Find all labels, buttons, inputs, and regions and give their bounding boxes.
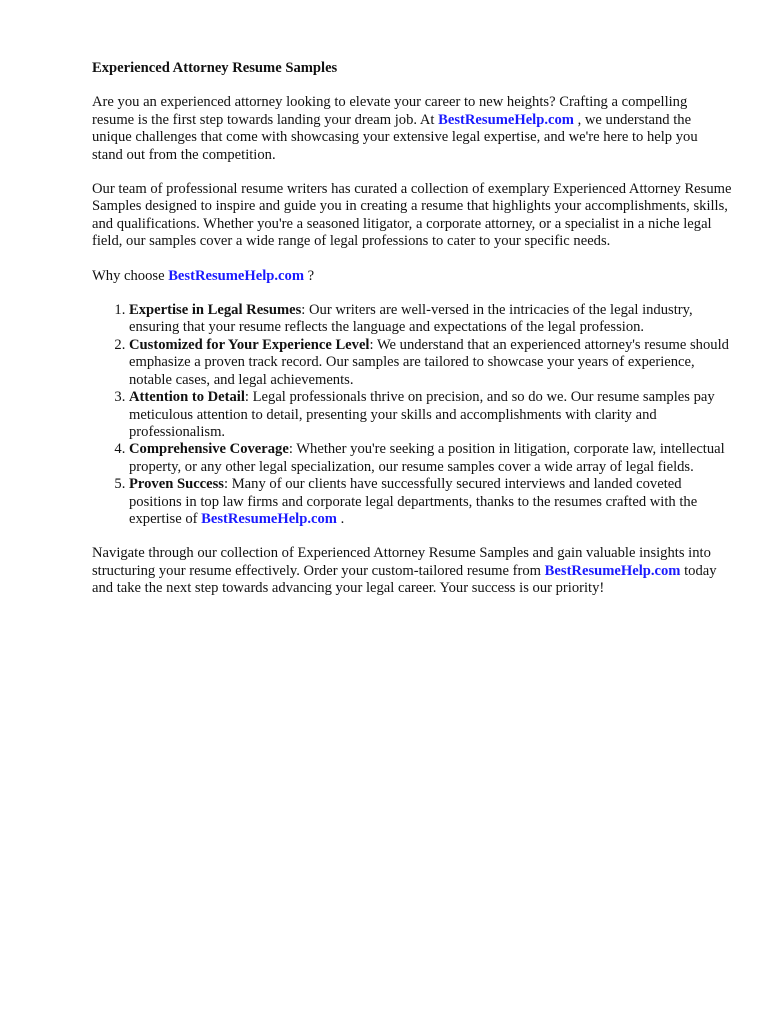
- intro-text: Are you an experienced attorney looking to elevate your career to new heights? Crafting a compelling resume is the first step towards landing your dream job. At: [92, 94, 688, 128]
- closing-paragraph: [92, 545, 732, 597]
- why-choose-line: [92, 268, 732, 285]
- reason-term: Proven Success: [129, 476, 224, 493]
- reason-text: : Whether you're seeking a position in litigation, corporate law, intellectual property, or any other legal specialization, our resume samples cover a wide array of legal fields.: [129, 441, 725, 475]
- reason-item-expertise: [129, 302, 732, 337]
- reason-item-attention: [129, 389, 732, 441]
- reason-term: Attention to Detail: [129, 389, 245, 406]
- reason-item-coverage: [129, 441, 732, 476]
- closing-text: Navigate through our collection of Experienced Attorney Resume Samples and gain valuable insights into structuring your resume effectively. Order your custom-tailored resume from: [92, 545, 711, 579]
- reason-term: Comprehensive Coverage: [129, 441, 289, 458]
- reason-text: : Our writers are well-versed in the intricacies of the legal industry, ensuring that your resume reflects the language and expectations of the legal profession.: [129, 302, 693, 336]
- intro-text-continued: , we understand the unique challenges that come with showcasing your extensive legal expertise, and we're here to help you stand out from the competition.: [92, 111, 698, 163]
- success-site-link[interactable]: BestResumeHelp.com: [201, 510, 337, 527]
- why-choose-question-mark: ?: [303, 267, 315, 284]
- document-title: Experienced Attorney Resume Samples: [92, 60, 338, 76]
- reason-text-end: .: [336, 510, 345, 527]
- team-paragraph: Our team of professional resume writers has curated a collection of exemplary Experienced Attorney Resume Samples designed to inspire and guide you in creating a resume that highlights your accomplishments, skills, and qualifications. Whether you're a seasoned litigator, a corporate attorney, or a specialist in a niche legal field, our samples cover a wide range of legal professions to cater to your specific needs.: [92, 181, 732, 250]
- document-page: [92, 60, 732, 615]
- why-choose-site-link[interactable]: BestResumeHelp.com: [168, 267, 304, 284]
- closing-site-link[interactable]: BestResumeHelp.com: [544, 562, 681, 579]
- reasons-list: [92, 302, 732, 528]
- reason-item-success: [129, 476, 732, 528]
- reason-item-customized: [129, 337, 732, 389]
- intro-paragraph: [92, 94, 732, 164]
- reason-term: Customized for Your Experience Level: [129, 336, 370, 353]
- why-choose-text: Why choose: [92, 267, 169, 284]
- intro-site-link[interactable]: BestResumeHelp.com: [438, 111, 574, 128]
- reason-text: : Many of our clients have successfully secured interviews and landed coveted positions in top law firms and corporate legal departments, thanks to the resumes crafted with the expertise of: [129, 476, 698, 527]
- closing-text-continued: today and take the next step towards advancing your legal career. Your success is our priority!: [92, 562, 717, 597]
- reason-text: : We understand that an experienced attorney's resume should emphasize a proven track record. Our samples are tailored to showcase your years of experience, notable cases, and legal achievements.: [129, 336, 729, 388]
- reason-term: Expertise in Legal Resumes: [129, 302, 302, 319]
- reason-text: : Legal professionals thrive on precision, and so do we. Our resume samples pay meticulous attention to detail, presenting your skills and accomplishments with clarity and professionalism.: [129, 389, 715, 440]
